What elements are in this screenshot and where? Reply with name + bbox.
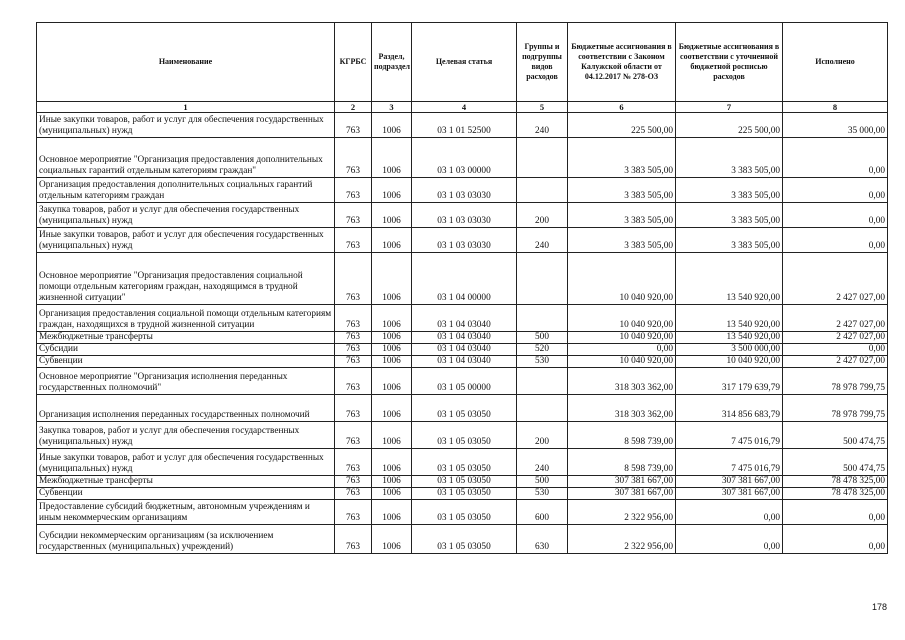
row-name: Субвенции <box>37 356 335 368</box>
row-refined-allocation: 7 475 016,79 <box>676 422 783 449</box>
row-group: 530 <box>517 356 568 368</box>
row-section: 1006 <box>372 138 412 178</box>
row-refined-allocation: 10 040 920,00 <box>676 356 783 368</box>
row-group <box>517 253 568 305</box>
row-executed: 78 978 799,75 <box>783 368 888 395</box>
table-row <box>37 368 888 395</box>
table-row <box>37 356 888 368</box>
column-number: 8 <box>783 102 888 113</box>
row-law-allocation: 0,00 <box>568 344 676 356</box>
row-section: 1006 <box>372 332 412 344</box>
row-executed: 35 000,00 <box>783 113 888 138</box>
row-kgrbs: 763 <box>335 253 372 305</box>
table-row <box>37 203 888 228</box>
row-executed: 2 427 027,00 <box>783 305 888 332</box>
row-refined-allocation: 3 383 505,00 <box>676 178 783 203</box>
row-section: 1006 <box>372 476 412 488</box>
row-law-allocation: 225 500,00 <box>568 113 676 138</box>
row-group: 240 <box>517 113 568 138</box>
header-name: Наименование <box>37 23 335 102</box>
row-executed: 500 474,75 <box>783 449 888 476</box>
row-kgrbs: 763 <box>335 228 372 253</box>
row-target: 03 1 05 03050 <box>412 422 517 449</box>
row-kgrbs: 763 <box>335 395 372 422</box>
row-name: Субсидии некоммерческим организациям (за исключением государственных (муниципальных) учреждений) <box>37 525 335 554</box>
row-executed: 2 427 027,00 <box>783 356 888 368</box>
row-executed: 500 474,75 <box>783 422 888 449</box>
row-section: 1006 <box>372 113 412 138</box>
table-body <box>37 113 888 554</box>
row-kgrbs: 763 <box>335 344 372 356</box>
row-kgrbs: 763 <box>335 356 372 368</box>
table-row <box>37 525 888 554</box>
row-refined-allocation: 317 179 639,79 <box>676 368 783 395</box>
row-name: Закупка товаров, работ и услуг для обеспечения государственных (муниципальных) нужд <box>37 203 335 228</box>
column-number: 3 <box>372 102 412 113</box>
row-refined-allocation: 3 383 505,00 <box>676 203 783 228</box>
row-kgrbs: 763 <box>335 138 372 178</box>
row-name: Субсидии <box>37 344 335 356</box>
row-group <box>517 305 568 332</box>
row-refined-allocation: 314 856 683,79 <box>676 395 783 422</box>
row-name: Иные закупки товаров, работ и услуг для обеспечения государственных (муниципальных) нужд <box>37 449 335 476</box>
row-section: 1006 <box>372 449 412 476</box>
row-law-allocation: 10 040 920,00 <box>568 253 676 305</box>
row-section: 1006 <box>372 368 412 395</box>
header-executed: Исполнено <box>783 23 888 102</box>
row-section: 1006 <box>372 178 412 203</box>
row-executed: 0,00 <box>783 500 888 525</box>
row-name: Субвенции <box>37 488 335 500</box>
table-row <box>37 178 888 203</box>
row-target: 03 1 03 03030 <box>412 228 517 253</box>
column-number-row <box>37 102 888 113</box>
row-law-allocation: 3 383 505,00 <box>568 228 676 253</box>
row-name: Межбюджетные трансферты <box>37 476 335 488</box>
row-group: 530 <box>517 488 568 500</box>
table-row <box>37 476 888 488</box>
table-row <box>37 488 888 500</box>
header-kgrbs: КГРБС <box>335 23 372 102</box>
column-number: 7 <box>676 102 783 113</box>
row-law-allocation: 3 383 505,00 <box>568 203 676 228</box>
row-executed: 0,00 <box>783 138 888 178</box>
row-name: Организация предоставления дополнительных социальных гарантий отдельным категориям граждан <box>37 178 335 203</box>
row-target: 03 1 03 03030 <box>412 178 517 203</box>
row-group <box>517 178 568 203</box>
row-executed: 2 427 027,00 <box>783 253 888 305</box>
row-group: 200 <box>517 422 568 449</box>
table-row <box>37 305 888 332</box>
row-law-allocation: 2 322 956,00 <box>568 500 676 525</box>
row-target: 03 1 04 03040 <box>412 356 517 368</box>
row-target: 03 1 01 52500 <box>412 113 517 138</box>
row-law-allocation: 10 040 920,00 <box>568 305 676 332</box>
row-group: 600 <box>517 500 568 525</box>
page-number: 178 <box>871 602 887 612</box>
row-refined-allocation: 13 540 920,00 <box>676 305 783 332</box>
row-target: 03 1 04 03040 <box>412 305 517 332</box>
row-target: 03 1 05 03050 <box>412 449 517 476</box>
row-name: Иные закупки товаров, работ и услуг для обеспечения государственных (муниципальных) нужд <box>37 113 335 138</box>
row-law-allocation: 3 383 505,00 <box>568 178 676 203</box>
row-group: 240 <box>517 228 568 253</box>
row-kgrbs: 763 <box>335 525 372 554</box>
header-section: Раздел, подраздел <box>372 23 412 102</box>
row-group: 240 <box>517 449 568 476</box>
row-law-allocation: 10 040 920,00 <box>568 332 676 344</box>
row-refined-allocation: 307 381 667,00 <box>676 488 783 500</box>
row-kgrbs: 763 <box>335 476 372 488</box>
row-section: 1006 <box>372 228 412 253</box>
table-row <box>37 422 888 449</box>
table-header <box>37 23 888 113</box>
table-row <box>37 113 888 138</box>
table-row <box>37 332 888 344</box>
row-executed: 78 478 325,00 <box>783 476 888 488</box>
table-row <box>37 344 888 356</box>
row-name: Организация исполнения переданных государственных полномочий <box>37 395 335 422</box>
row-law-allocation: 318 303 362,00 <box>568 395 676 422</box>
row-executed: 0,00 <box>783 344 888 356</box>
row-refined-allocation: 225 500,00 <box>676 113 783 138</box>
row-section: 1006 <box>372 203 412 228</box>
row-refined-allocation: 0,00 <box>676 500 783 525</box>
row-executed: 0,00 <box>783 525 888 554</box>
header-target: Целевая статья <box>412 23 517 102</box>
row-target: 03 1 03 03030 <box>412 203 517 228</box>
row-section: 1006 <box>372 422 412 449</box>
row-executed: 0,00 <box>783 228 888 253</box>
row-refined-allocation: 3 383 505,00 <box>676 228 783 253</box>
row-target: 03 1 04 00000 <box>412 253 517 305</box>
row-group: 630 <box>517 525 568 554</box>
row-name: Основное мероприятие "Организация предоставления дополнительных социальных гарантий отдельным категориям граждан" <box>37 138 335 178</box>
row-group: 500 <box>517 476 568 488</box>
row-kgrbs: 763 <box>335 113 372 138</box>
row-target: 03 1 05 00000 <box>412 368 517 395</box>
row-name: Закупка товаров, работ и услуг для обеспечения государственных (муниципальных) нужд <box>37 422 335 449</box>
table-row <box>37 253 888 305</box>
row-law-allocation: 307 381 667,00 <box>568 488 676 500</box>
row-law-allocation: 3 383 505,00 <box>568 138 676 178</box>
row-kgrbs: 763 <box>335 203 372 228</box>
row-law-allocation: 8 598 739,00 <box>568 422 676 449</box>
row-executed: 78 478 325,00 <box>783 488 888 500</box>
table-row <box>37 138 888 178</box>
column-number: 1 <box>37 102 335 113</box>
budget-table <box>36 22 888 554</box>
row-refined-allocation: 7 475 016,79 <box>676 449 783 476</box>
row-target: 03 1 05 03050 <box>412 488 517 500</box>
table-row <box>37 449 888 476</box>
row-refined-allocation: 3 500 000,00 <box>676 344 783 356</box>
row-kgrbs: 763 <box>335 449 372 476</box>
row-group <box>517 395 568 422</box>
row-refined-allocation: 0,00 <box>676 525 783 554</box>
header-refined-allocations: Бюджетные ассигнования в соответствии с уточненной бюджетной росписью расходов <box>676 23 783 102</box>
row-group: 520 <box>517 344 568 356</box>
row-section: 1006 <box>372 344 412 356</box>
row-law-allocation: 8 598 739,00 <box>568 449 676 476</box>
row-target: 03 1 05 03050 <box>412 500 517 525</box>
table-row <box>37 500 888 525</box>
row-kgrbs: 763 <box>335 488 372 500</box>
row-law-allocation: 2 322 956,00 <box>568 525 676 554</box>
row-refined-allocation: 13 540 920,00 <box>676 332 783 344</box>
row-executed: 78 978 799,75 <box>783 395 888 422</box>
row-section: 1006 <box>372 488 412 500</box>
row-name: Основное мероприятие "Организация исполнения переданных государственных полномочий" <box>37 368 335 395</box>
row-group <box>517 138 568 178</box>
header-groups: Группы и подгруппы видов расходов <box>517 23 568 102</box>
row-target: 03 1 03 00000 <box>412 138 517 178</box>
row-executed: 2 427 027,00 <box>783 332 888 344</box>
row-name: Организация предоставления социальной помощи отдельным категориям граждан, находящихся в трудной жизненной ситуации <box>37 305 335 332</box>
row-name: Предоставление субсидий бюджетным, автономным учреждениям и иным некоммерческим организациям <box>37 500 335 525</box>
table-row <box>37 395 888 422</box>
row-kgrbs: 763 <box>335 422 372 449</box>
row-kgrbs: 763 <box>335 368 372 395</box>
row-target: 03 1 05 03050 <box>412 395 517 422</box>
row-group <box>517 368 568 395</box>
row-section: 1006 <box>372 305 412 332</box>
row-law-allocation: 10 040 920,00 <box>568 356 676 368</box>
column-number: 2 <box>335 102 372 113</box>
table-row <box>37 228 888 253</box>
row-section: 1006 <box>372 253 412 305</box>
row-name: Межбюджетные трансферты <box>37 332 335 344</box>
row-kgrbs: 763 <box>335 500 372 525</box>
row-name: Иные закупки товаров, работ и услуг для обеспечения государственных (муниципальных) нужд <box>37 228 335 253</box>
column-number: 5 <box>517 102 568 113</box>
row-executed: 0,00 <box>783 203 888 228</box>
row-executed: 0,00 <box>783 178 888 203</box>
row-target: 03 1 05 03050 <box>412 525 517 554</box>
column-number: 4 <box>412 102 517 113</box>
column-number: 6 <box>568 102 676 113</box>
row-name: Основное мероприятие "Организация предоставления социальной помощи отдельным категориям граждан, находящимся в трудной жизненной ситуации" <box>37 253 335 305</box>
row-kgrbs: 763 <box>335 305 372 332</box>
row-section: 1006 <box>372 395 412 422</box>
row-kgrbs: 763 <box>335 332 372 344</box>
row-refined-allocation: 307 381 667,00 <box>676 476 783 488</box>
row-law-allocation: 307 381 667,00 <box>568 476 676 488</box>
row-refined-allocation: 13 540 920,00 <box>676 253 783 305</box>
row-target: 03 1 04 03040 <box>412 344 517 356</box>
row-section: 1006 <box>372 525 412 554</box>
header-law-allocations: Бюджетные ассигнования в соответствии с Законом Калужской области от 04.12.2017 № 278-ОЗ <box>568 23 676 102</box>
row-target: 03 1 04 03040 <box>412 332 517 344</box>
row-group: 500 <box>517 332 568 344</box>
row-target: 03 1 05 03050 <box>412 476 517 488</box>
row-section: 1006 <box>372 500 412 525</box>
row-section: 1006 <box>372 356 412 368</box>
row-law-allocation: 318 303 362,00 <box>568 368 676 395</box>
row-refined-allocation: 3 383 505,00 <box>676 138 783 178</box>
row-group: 200 <box>517 203 568 228</box>
row-kgrbs: 763 <box>335 178 372 203</box>
